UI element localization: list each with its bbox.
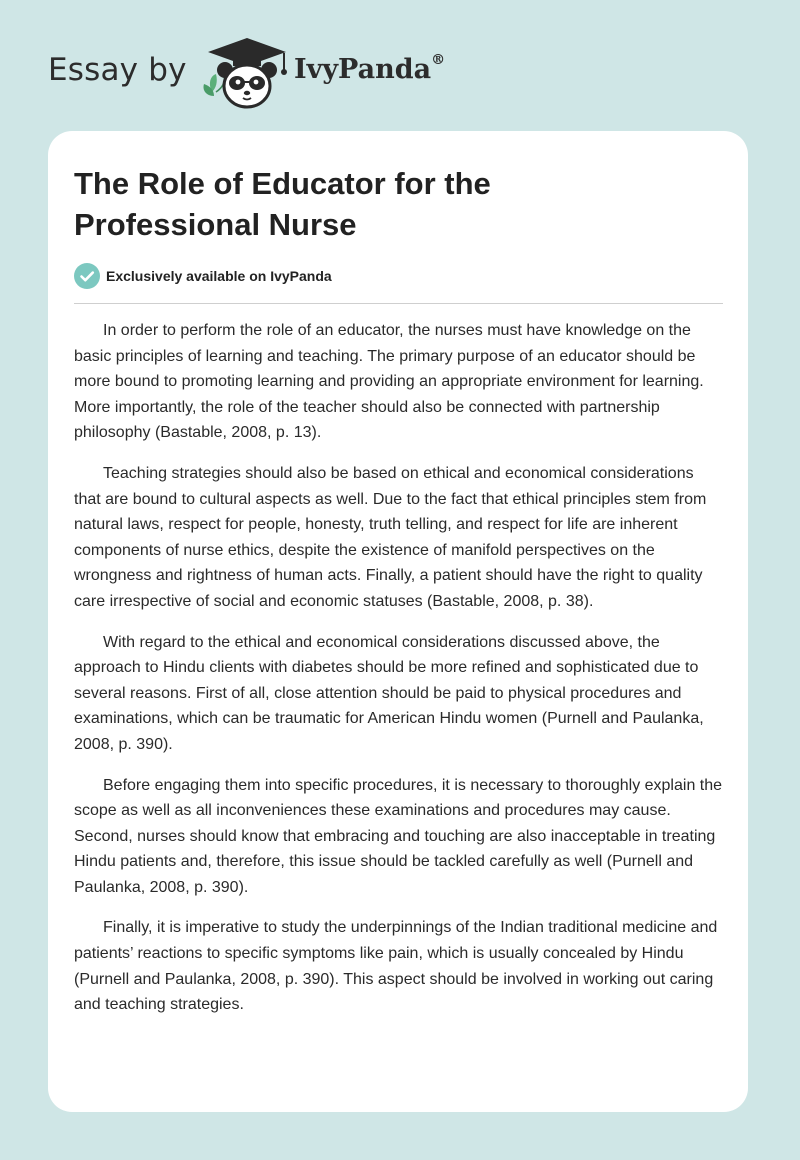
paragraph: Finally, it is imperative to study the underpinnings of the Indian traditional medicine and patients’ reactions to specific symptoms like pain, which is usually concealed by Hindu (Purnell and Paulanka, 2008, p. 390). This aspect should be involved in working out caring and teaching strategies. <box>74 919 718 1014</box>
badge-label: Exclusively available on IvyPanda <box>106 268 332 284</box>
paragraph: With regard to the ethical and economical considerations discussed above, the approach to Hindu clients with diabetes should be more refined and sophisticated due to several reasons. First of all, close attention should be paid to physical procedures and examinations, which can be traumatic for American Hindu women (Purnell and Paulanka, 2008, p. 390). <box>74 633 704 753</box>
paragraph: In order to perform the role of an educator, the nurses must have knowledge on the basic principles of learning and teaching. The primary purpose of an educator should be more bound to promoting learning and providing an appropriate environment for learning. More importantly, the role of the teacher should also be connected with partnership philosophy (Bastable, 2008, p. 13). <box>74 322 704 442</box>
paragraph: Teaching strategies should also be based on ethical and economical considerations that are bound to cultural aspects as well. Due to the fact that ethical principles stem from natural laws, respect for people, honesty, truth telling, and respect for life are inherent components of nurse ethics, despite the existence of manifold perspectives on the wrongness and rightness of human acts. Finally, a patient should have the right to quality care irrespective of social and economic statuses (Bastable, 2008, p. 38). <box>74 464 707 610</box>
essay-by-label: Essay by <box>48 52 187 88</box>
registered-mark: ® <box>431 52 446 68</box>
exclusive-badge <box>74 263 332 289</box>
essay-body <box>74 318 724 1033</box>
paragraph: Before engaging them into specific procedures, it is necessary to thoroughly explain the scope as well as all inconveniences these examinations and procedures may cause. Second, nurses should know that embracing and touching are also inacceptable in treating Hindu patients and, therefore, this issue should be tackled carefully as well (Purnell and Paulanka, 2008, p. 390). <box>74 776 723 896</box>
page-title: The Role of Educator for the Professional Nurse <box>74 166 491 242</box>
brand-name[interactable]: IvyPanda® <box>294 52 446 85</box>
essay-card <box>48 131 748 1112</box>
check-circle-icon <box>74 263 100 289</box>
divider <box>74 303 723 304</box>
panda-graduate-logo-icon[interactable] <box>200 34 294 110</box>
site-header <box>0 0 800 120</box>
